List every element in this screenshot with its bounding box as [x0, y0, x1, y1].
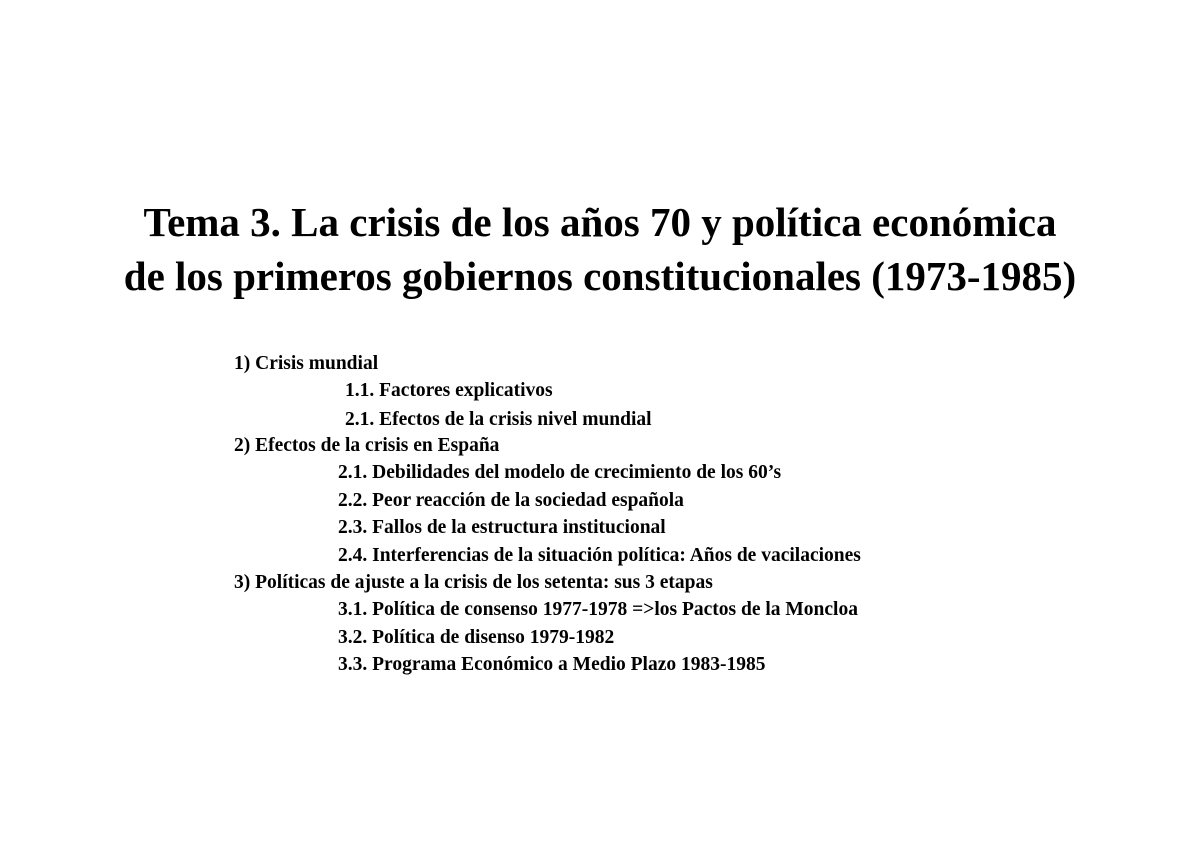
subsection-3-3: 3.3. Programa Económico a Medio Plazo 1983-1985	[338, 654, 766, 675]
section-3-heading: 3) Políticas de ajuste a la crisis de los setenta: sus 3 etapas	[234, 572, 713, 593]
subsection-2-4: 2.4. Interferencias de la situación política: Años de vacilaciones	[338, 545, 861, 566]
subsection-2-1: 2.1. Debilidades del modelo de crecimiento de los 60’s	[338, 462, 782, 483]
section-1-heading: 1) Crisis mundial	[234, 353, 379, 374]
subsection-2-3: 2.3. Fallos de la estructura institucional	[338, 517, 666, 538]
section-2-heading: 2) Efectos de la crisis en España	[234, 435, 500, 456]
subsection-2-1-global: 2.1. Efectos de la crisis nivel mundial	[345, 409, 652, 430]
subsection-1-1: 1.1. Factores explicativos	[345, 380, 553, 401]
title-line-2: de los primeros gobiernos constitucionales (1973-1985)	[123, 253, 1077, 299]
subsection-3-1: 3.1. Política de consenso 1977-1978 =>los Pactos de la Moncloa	[338, 599, 858, 620]
title-line-1: Tema 3. La crisis de los años 70 y política económica	[143, 199, 1057, 245]
page-title	[0, 195, 1200, 303]
subsection-2-2: 2.2. Peor reacción de la sociedad española	[338, 490, 684, 511]
subsection-3-2: 3.2. Política de disenso 1979-1982	[338, 627, 615, 648]
